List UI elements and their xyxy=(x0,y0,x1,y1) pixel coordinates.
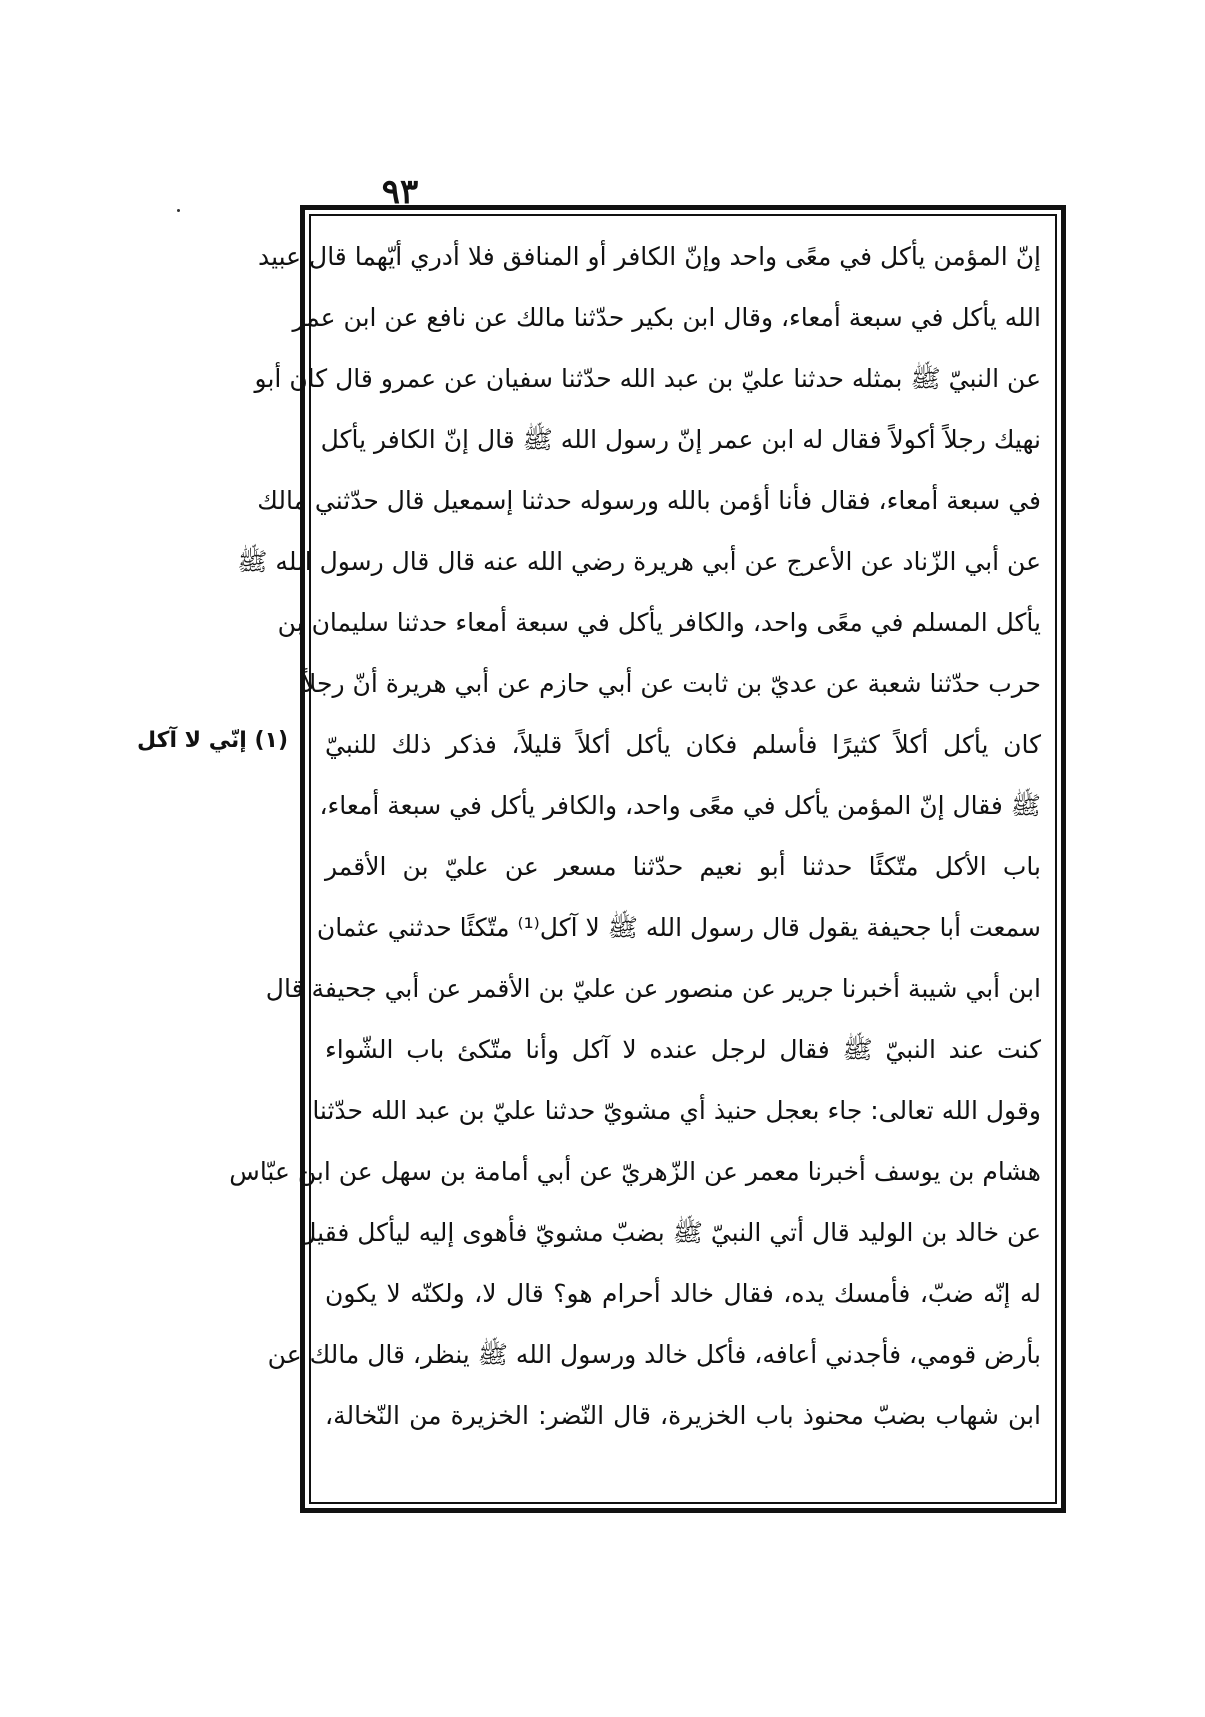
text-line: الله يأكل في سبعة أمعاء، وقال ابن بكير حدّثنا مالك عن نافع عن ابن عمر xyxy=(292,303,1041,332)
text-line: إنّ المؤمن يأكل في معًى واحد وإنّ الكافر أو المنافق فلا أدري أيّهما قال عبيد xyxy=(257,242,1041,271)
text-line: في سبعة أمعاء، فقال فأنا أؤمن بالله ورسوله حدثنا إسمعيل قال حدّثني مالك xyxy=(257,486,1041,515)
text-line: سمعت أبا جحيفة يقول قال رسول الله ﷺ لا آكل⁽¹⁾ متّكئًا حدثني عثمان xyxy=(316,913,1041,942)
text-line: كنت عند النبيّ ﷺ فقال لرجل عنده لا آكل وأنا متّكئ باب الشّواء xyxy=(325,1035,1041,1064)
text-line: كان يأكل أكلاً كثيرًا فأسلم فكان يأكل أكلاً قليلاً، فذكر ذلك للنبيّ xyxy=(325,730,1041,759)
text-line: ﷺ فقال إنّ المؤمن يأكل في معًى واحد، والكافر يأكل في سبعة أمعاء، xyxy=(319,791,1041,820)
text-line: عن النبيّ ﷺ بمثله حدثنا عليّ بن عبد الله حدّثنا سفيان عن عمرو قال كان أبو xyxy=(254,364,1041,393)
text-line: هشام بن يوسف أخبرنا معمر عن الزّهريّ عن أبي أمامة بن سهل عن ابن عبّاس xyxy=(229,1157,1041,1186)
text-line: ابن شهاب بضبّ محنوذ باب الخزيرة، قال النّضر: الخزيرة من النّخالة، xyxy=(325,1401,1041,1430)
text-line: ابن أبي شيبة أخبرنا جرير عن منصور عن عليّ بن الأقمر عن أبي جحيفة قال xyxy=(265,974,1041,1003)
text-line: باب الأكل متّكئًا حدثنا أبو نعيم حدّثنا مسعر عن عليّ بن الأقمر xyxy=(325,852,1041,881)
text-frame xyxy=(229,205,1066,1513)
text-line: نهيك رجلاً أكولاً فقال له ابن عمر إنّ رسول الله ﷺ قال إنّ الكافر يأكل xyxy=(320,425,1041,454)
stray-dot xyxy=(177,209,180,212)
margin-footnote: (١) إنّي لا آكل xyxy=(137,728,288,753)
text-line: بأرض قومي، فأجدني أعافه، فأكل خالد ورسول الله ﷺ ينظر، قال مالك عن xyxy=(267,1340,1041,1369)
text-line: عن أبي الزّناد عن الأعرج عن أبي هريرة رضي الله عنه قال قال رسول الله ﷺ xyxy=(237,547,1041,576)
text-frame-inner xyxy=(229,214,1057,1504)
text-line: عن خالد بن الوليد قال أتي النبيّ ﷺ بضبّ مشويّ فأهوى إليه ليأكل فقيل xyxy=(298,1218,1041,1247)
text-line: يأكل المسلم في معًى واحد، والكافر يأكل في سبعة أمعاء حدثنا سليمان بن xyxy=(277,608,1041,637)
page-number: ٩٣ xyxy=(381,172,419,212)
text-line: له إنّه ضبّ، فأمسك يده، فقال خالد أحرام هو؟ قال لا، ولكنّه لا يكون xyxy=(325,1279,1041,1308)
text-line: وقول الله تعالى: جاء بعجل حنيذ أي مشويّ حدثنا عليّ بن عبد الله حدّثنا xyxy=(312,1096,1041,1125)
text-line: حرب حدّثنا شعبة عن عديّ بن ثابت عن أبي حازم عن أبي هريرة أنّ رجلاً xyxy=(302,669,1041,698)
